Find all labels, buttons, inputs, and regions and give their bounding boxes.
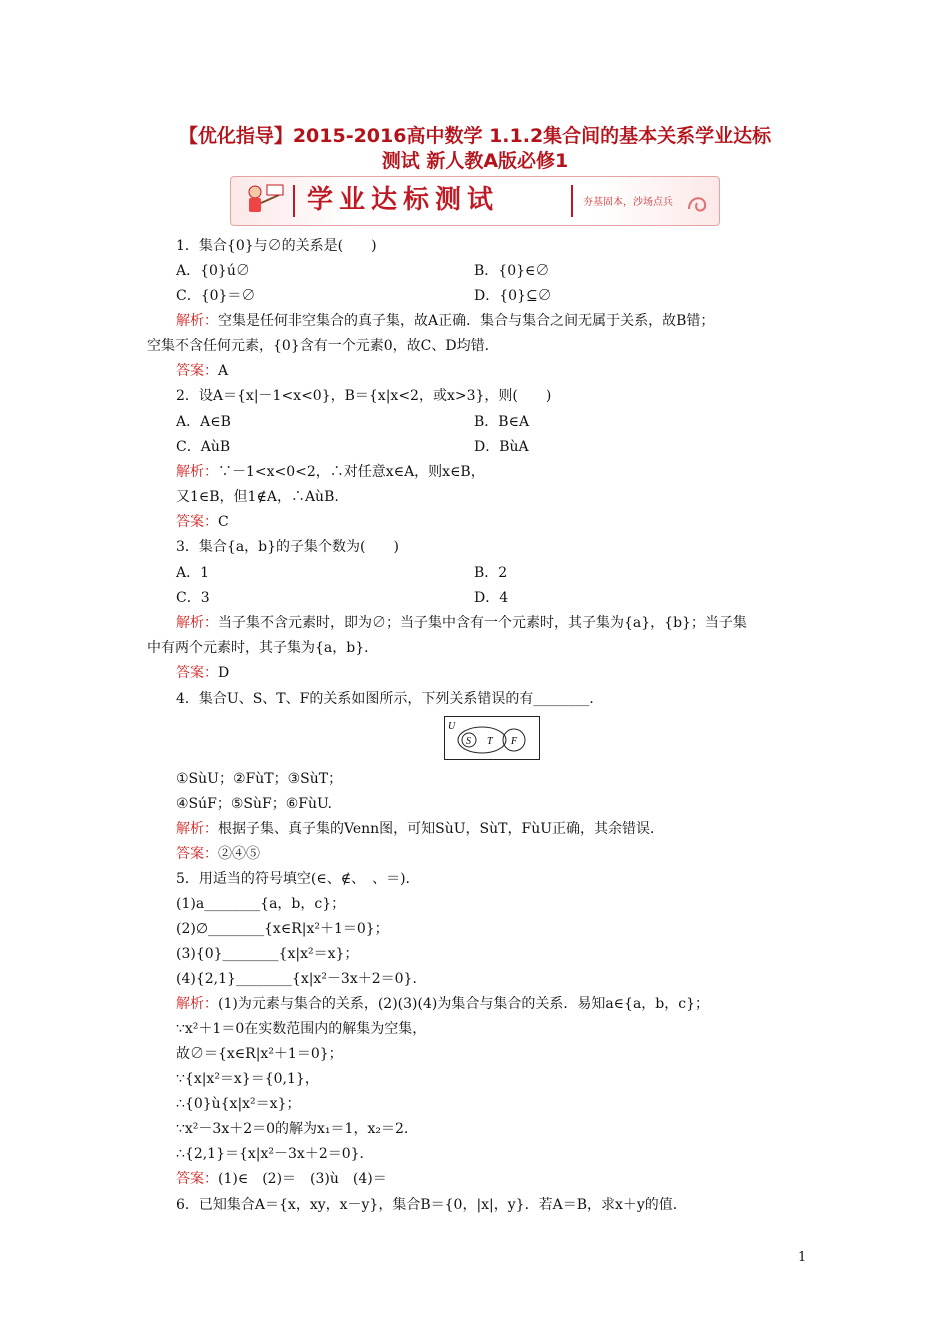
q5-sub-1: (1)a________{a，b，c}； bbox=[176, 896, 346, 912]
answer-label: 答案： bbox=[176, 514, 218, 530]
q2-option-c: C．AùB bbox=[176, 439, 231, 455]
q1-option-a: A．{0}ú∅ bbox=[176, 263, 250, 279]
venn-label-s: S bbox=[466, 736, 471, 747]
q3-stem: 3．集合{a，b}的子集个数为( ) bbox=[176, 539, 399, 555]
venn-diagram bbox=[444, 716, 540, 760]
q1-explanation-line-2: 空集不含任何元素，{0}含有一个元素0，故C、D均错． bbox=[147, 338, 499, 354]
q5-sub-3: (3){0}________{x|x²＝x}； bbox=[176, 946, 359, 962]
explanation-label: 解析： bbox=[176, 615, 218, 631]
page-number: 1 bbox=[798, 1250, 807, 1265]
q2-option-d: D．BùA bbox=[474, 439, 529, 455]
section-banner bbox=[230, 176, 720, 226]
q2-explanation-line-2: 又1∈B，但1∉A，∴AùB. bbox=[176, 489, 339, 505]
q3-option-a: A．1 bbox=[176, 565, 210, 581]
banner-divider-left bbox=[293, 185, 295, 217]
q2-stem: 2．设A＝{x|－1<x<0}，B＝{x|x<2，或x>3}，则( ) bbox=[176, 388, 552, 404]
explanation-label: 解析： bbox=[176, 996, 218, 1012]
q5-explanation-line-3: 故∅＝{x∈R|x²＋1＝0}； bbox=[176, 1046, 343, 1062]
q3-explanation-line-2: 中有两个元素时，其子集为{a，b}． bbox=[147, 640, 379, 656]
q2-option-a: A．A∈B bbox=[176, 414, 231, 430]
q5-sub-2: (2)∅________{x∈R|x²＋1＝0}； bbox=[176, 921, 389, 937]
venn-label-u: U bbox=[448, 721, 456, 732]
q5-sub-4: (4){2,1}________{x|x²－3x＋2＝0}． bbox=[176, 971, 427, 987]
title-line-1: 【优化指导】2015-2016高中数学 1.1.2集合间的基本关系学业达标 bbox=[178, 125, 772, 147]
q1-explanation-line-1: 解析：空集是任何非空集合的真子集，故A正确．集合与集合之间无属于关系，故B错； bbox=[176, 313, 715, 329]
q3-option-b: B．2 bbox=[474, 565, 508, 581]
venn-label-f: F bbox=[511, 736, 518, 747]
q5-answer: 答案：(1)∈ (2)＝ (3)ù (4)＝ bbox=[176, 1171, 387, 1187]
venn-label-t: T bbox=[487, 736, 493, 747]
explanation-label: 解析： bbox=[176, 313, 218, 329]
q5-explanation-line-2: ∵x²＋1＝0在实数范围内的解集为空集， bbox=[176, 1021, 427, 1037]
q5-explanation-line-7: ∴{2,1}＝{x|x²－3x＋2＝0}． bbox=[176, 1146, 374, 1162]
banner-divider-right bbox=[571, 185, 573, 217]
teacher-figure-icon bbox=[241, 183, 285, 219]
q4-options-line-2: ④SúF；⑤SùF；⑥FùU. bbox=[176, 796, 332, 812]
document-title bbox=[90, 124, 860, 174]
q1-option-b: B．{0}∈∅ bbox=[474, 263, 550, 279]
q3-option-c: C．3 bbox=[176, 590, 210, 606]
answer-label: 答案： bbox=[176, 363, 218, 379]
answer-label: 答案： bbox=[176, 665, 218, 681]
q2-answer: 答案：C bbox=[176, 514, 229, 530]
q5-explanation-line-1: 解析：(1)为元素与集合的关系，(2)(3)(4)为集合与集合的关系．易知a∈{a，b，c}； bbox=[176, 996, 709, 1012]
q1-option-c: C．{0}＝∅ bbox=[176, 288, 256, 304]
answer-label: 答案： bbox=[176, 1171, 218, 1187]
q6-stem: 6．已知集合A＝{x，xy，x－y}，集合B＝{0，|x|，y}．若A＝B，求x＋y的值． bbox=[176, 1197, 687, 1213]
q5-explanation-line-6: ∵x²－3x＋2＝0的解为x₁＝1，x₂＝2. bbox=[176, 1121, 409, 1137]
q5-stem: 5．用适当的符号填空(∈、∉、 、＝)． bbox=[176, 871, 420, 887]
q4-options-line-1: ①SùU；②FùT；③SùT； bbox=[176, 771, 343, 787]
q1-stem: 1．集合{0}与∅的关系是( ) bbox=[176, 238, 377, 254]
q3-explanation-line-1: 解析：当子集不含元素时，即为∅；当子集中含有一个元素时，其子集为{a}，{b}；当子集 bbox=[176, 615, 747, 631]
q2-explanation-line-1: 解析：∵－1<x<0<2，∴对任意x∈A，则x∈B， bbox=[176, 464, 485, 480]
explanation-label: 解析： bbox=[176, 464, 218, 480]
explanation-label: 解析： bbox=[176, 821, 218, 837]
banner-subtitle: 夯基固本，沙场点兵 bbox=[583, 197, 673, 208]
q5-explanation-line-4: ∵{x|x²＝x}＝{0,1}， bbox=[176, 1071, 319, 1087]
q1-answer: 答案：A bbox=[176, 363, 229, 379]
banner-title: 学业达标测试 bbox=[307, 185, 500, 215]
q3-option-d: D．4 bbox=[474, 590, 509, 606]
q4-answer: 答案：②④⑤ bbox=[176, 846, 260, 862]
q2-option-b: B．B∈A bbox=[474, 414, 530, 430]
q5-explanation-line-5: ∴{0}ù{x|x²＝x}； bbox=[176, 1096, 301, 1112]
q4-stem: 4．集合U、S、T、F的关系如图所示，下列关系错误的有________． bbox=[176, 691, 604, 707]
q4-explanation-line-1: 解析：根据子集、真子集的Venn图，可知SùU，SùT，FùU正确，其余错误． bbox=[176, 821, 665, 837]
q1-option-d: D．{0}⊆∅ bbox=[474, 288, 552, 304]
swirl-decoration-icon bbox=[685, 185, 711, 215]
q3-answer: 答案：D bbox=[176, 665, 230, 681]
title-line-2: 测试 新人教A版必修1 bbox=[381, 150, 569, 172]
answer-label: 答案： bbox=[176, 846, 218, 862]
